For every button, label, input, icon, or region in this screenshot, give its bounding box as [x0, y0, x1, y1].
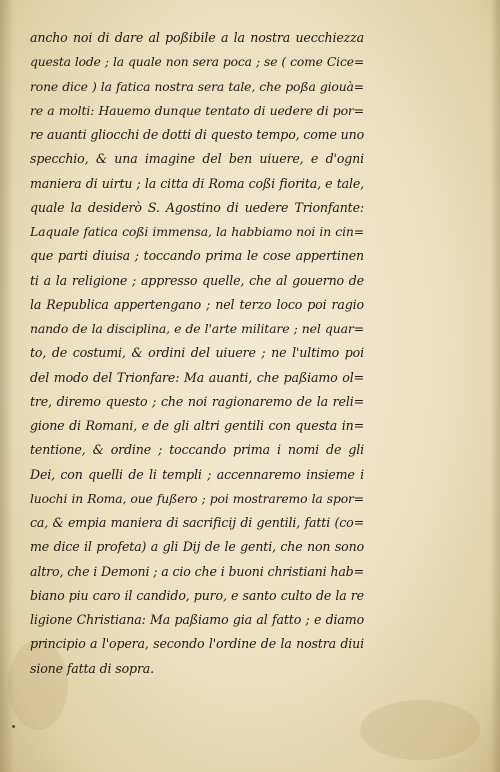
text-line: ligione Christiana: Ma paßiamo gia al fatto ; e diamo — [30, 612, 364, 627]
paper-stain — [360, 700, 480, 760]
text-line: biano piu caro il candido, puro, e santo culto de la re — [30, 587, 364, 603]
text-line: re auanti gliocchi de dotti di questo tempo, come uno — [30, 127, 364, 142]
text-line: principio a l'opera, secondo l'ordine de la nostra diui — [30, 636, 364, 652]
text-line: ancho noi di dare al poßibile a la nostra uecchiezza — [30, 30, 364, 45]
text-line: Laquale fatica coßi immensa, la habbiamo noi in cin= — [30, 224, 364, 239]
text-line: ti a la religione ; appresso quelle, che al gouerno de — [30, 272, 364, 288]
text-line: tre, diremo questo ; che noi ragionaremo de la reli= — [30, 393, 364, 409]
text-line: me dice il profeta) a gli Dij de le genti, che non sono — [30, 539, 364, 555]
text-line: quale la desiderò S. Agostino di uedere Trionfante: — [30, 199, 364, 215]
text-line: luochi in Roma, oue fußero ; poi mostraremo la spor= — [30, 491, 364, 506]
text-line: gione di Romani, e de gli altri gentili con questa in= — [30, 418, 364, 433]
text-line: sione fatta di sopra. — [30, 660, 155, 676]
text-line: nando de la disciplina, e de l'arte militare ; nel quar= — [30, 321, 364, 336]
text-line: tentione, & ordine ; toccando prima i nomi de gli — [30, 442, 364, 458]
text-line: rone dice ) la fatica nostra sera tale, che poßa giouà= — [30, 78, 364, 94]
text-line: maniera di uirtu ; la citta di Roma coßi fiorita, e tale, — [30, 175, 364, 191]
text-line: del modo del Trionfare: Ma auanti, che paßiamo ol= — [30, 369, 364, 385]
text-line: Dei, con quelli de li templi ; accennaremo insieme i — [30, 466, 364, 482]
text-line: ca, & empia maniera di sacrificij di gentili, fatti (co= — [30, 515, 364, 530]
text-line: to, de costumi, & ordini del uiuere ; ne l'ultimo poi — [30, 345, 364, 361]
text-line: la Republica appertengano ; nel terzo loco poi ragio — [30, 296, 364, 312]
text-line: questa lode ; la quale non sera poca ; se ( come Cice= — [30, 55, 364, 70]
ink-speck — [12, 725, 15, 728]
text-line: re a molti: Hauemo dunque tentato di uedere di por= — [30, 102, 364, 118]
text-block — [30, 26, 364, 681]
text-line: que parti diuisa ; toccando prima le cose appertinen — [30, 248, 364, 264]
text-line: specchio, & una imagine del ben uiuere, e d'ogni — [30, 151, 364, 167]
text-line: altro, che i Demoni ; a cio che i buoni christiani hab= — [30, 563, 364, 579]
